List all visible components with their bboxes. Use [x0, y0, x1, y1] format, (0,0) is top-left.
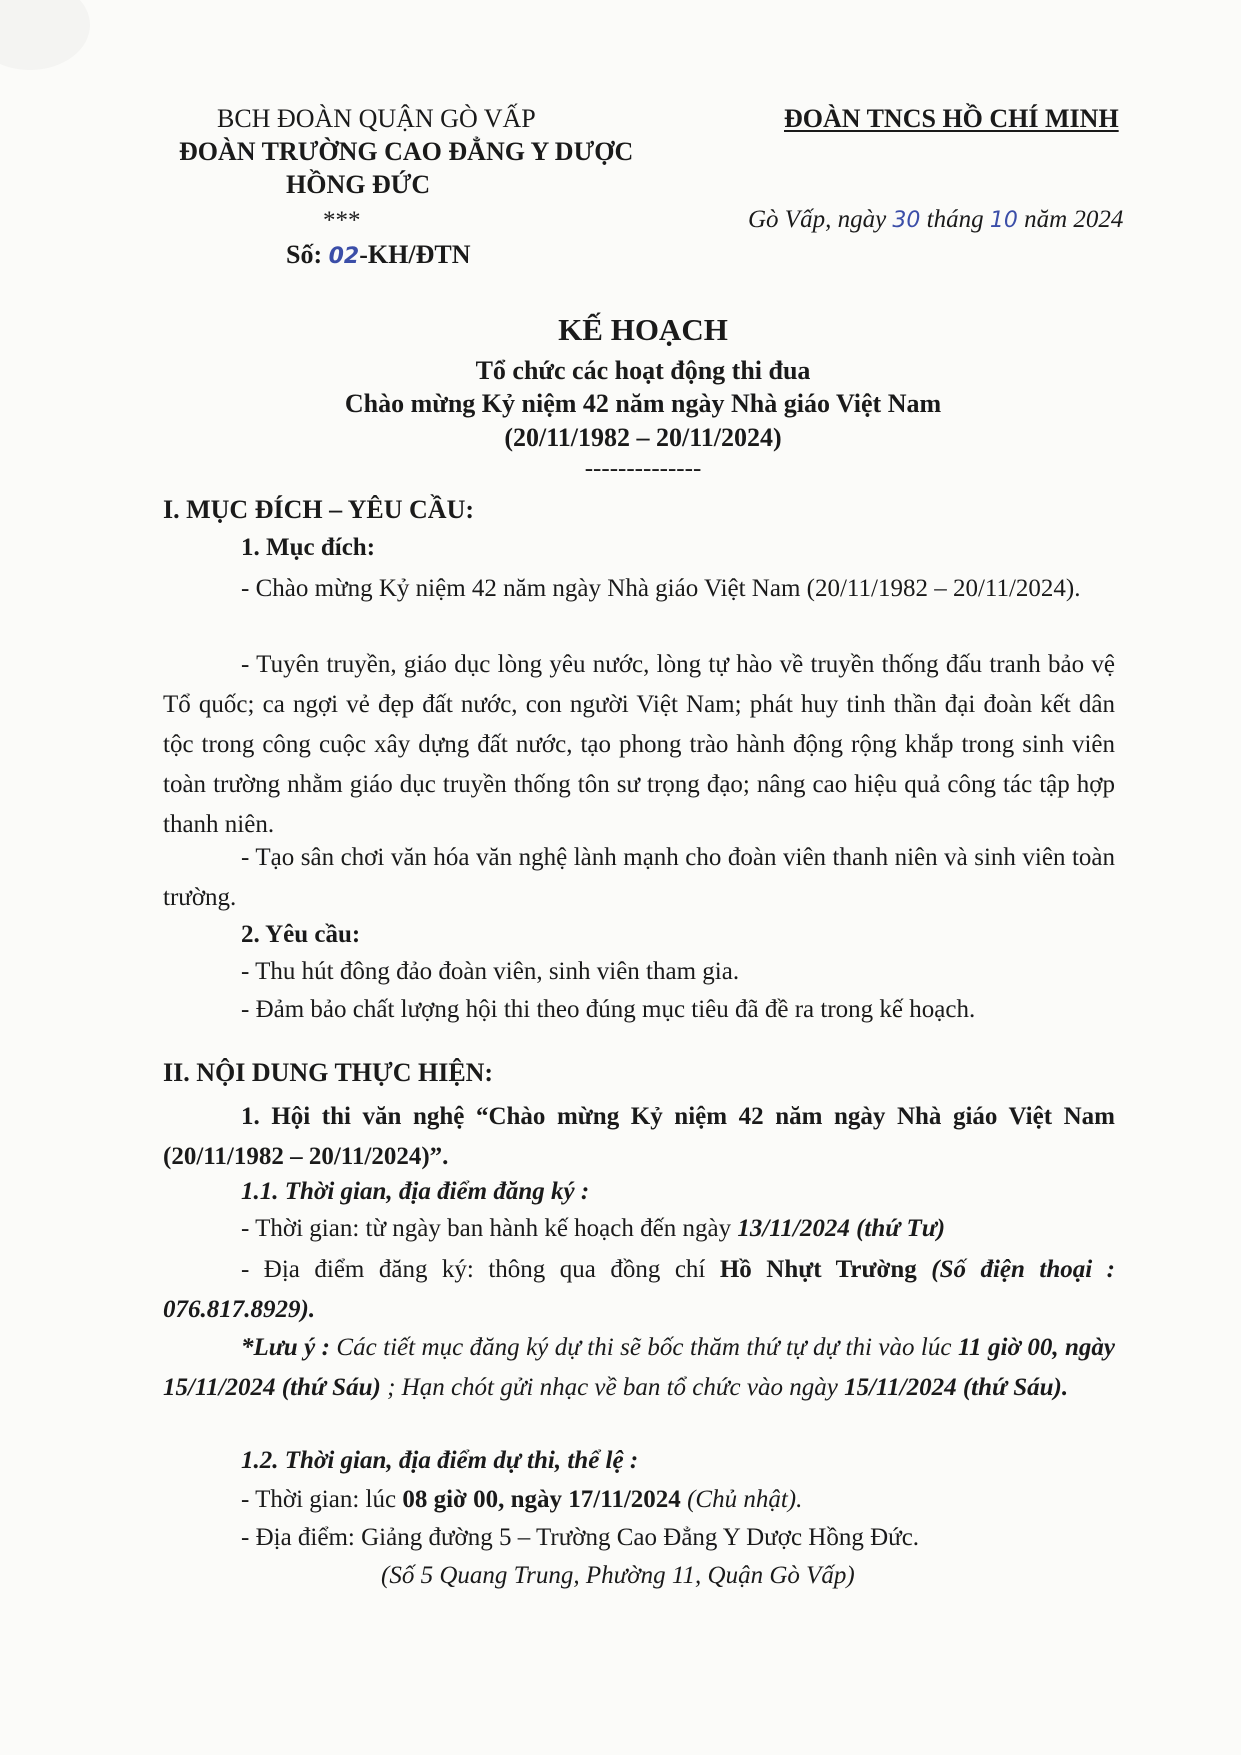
note-label: *Lưu ý : — [241, 1334, 330, 1361]
section-2-heading: II. NỘI DUNG THỰC HIỆN: — [163, 1058, 494, 1087]
event-time-label: - Thời gian: lúc — [241, 1486, 403, 1513]
registration-time — [241, 1215, 945, 1243]
contact-name: Hồ Nhựt Trường — [719, 1256, 917, 1283]
handwritten-month: 10 — [989, 208, 1018, 233]
registration-deadline: 13/11/2024 (thứ Tư) — [737, 1215, 946, 1242]
document-subtitle-3: (20/11/1982 – 20/11/2024) — [504, 423, 782, 452]
date-part: năm 2024 — [1017, 206, 1124, 233]
note-music-deadline: 15/11/2024 (thứ Sáu). — [844, 1374, 1069, 1401]
purpose-item-1: - Chào mừng Kỷ niệm 42 năm ngày Nhà giáo Việt Nam (20/11/1982 – 20/11/2024). — [241, 575, 1081, 602]
registration-time-label: - Thời gian: từ ngày ban hành kế hoạch đến ngày — [241, 1215, 738, 1242]
registration-heading: 1.1. Thời gian, địa điểm đăng ký : — [241, 1178, 590, 1205]
date-part: tháng — [920, 206, 990, 233]
header-school-name: HỒNG ĐỨC — [286, 170, 431, 199]
note-draw-time: 11 giờ 00, ngày 15/11/2024 (thứ Sáu) — [163, 1334, 1116, 1401]
header-school-union: ĐOÀN TRƯỜNG CAO ĐẲNG Y DƯỢC — [179, 137, 634, 166]
registration-place-label: - Địa điểm đăng ký: thông qua đồng chí — [241, 1256, 720, 1283]
contact-phone: (Số điện thoại : 076.817.8929). — [163, 1256, 1115, 1323]
document-subtitle-2: Chào mừng Kỷ niệm 42 năm ngày Nhà giáo Việt Nam — [344, 389, 942, 418]
purpose-heading: 1. Mục đích: — [241, 534, 376, 561]
event-time — [241, 1486, 802, 1514]
header-stars: *** — [323, 207, 361, 234]
document-number-suffix: -KH/ĐTN — [359, 240, 471, 269]
requirement-item-2: - Đảm bảo chất lượng hội thi theo đúng mục tiêu đã đề ra trong kế hoạch. — [241, 996, 976, 1023]
document-title: KẾ HOẠCH — [558, 312, 728, 347]
header-district-union: BCH ĐOÀN QUẬN GÒ VẤP — [217, 104, 536, 133]
purpose-item-3: - Tạo sân chơi văn hóa văn nghệ lành mạnh cho đoàn viên thanh niên và sinh viên toàn trường. — [163, 844, 1115, 911]
event-time-value: 08 giờ 00, ngày 17/11/2024 — [402, 1486, 681, 1513]
handwritten-number: 02 — [328, 244, 360, 269]
registration-place — [163, 1250, 1115, 1330]
requirement-heading: 2. Yêu cầu: — [241, 921, 361, 948]
contest-item-1: 1. Hội thi văn nghệ “Chào mừng Kỷ niệm 42 năm ngày Nhà giáo Việt Nam (20/11/1982 – 20/11/2024)”. — [163, 1103, 1115, 1170]
date-part: Gò Vấp, ngày — [748, 206, 893, 233]
requirement-item-1: - Thu hút đông đảo đoàn viên, sinh viên tham gia. — [241, 958, 740, 985]
scan-smudge — [0, 0, 90, 70]
event-day: (Chủ nhật). — [680, 1486, 803, 1513]
event-address: (Số 5 Quang Trung, Phường 11, Quận Gò Vấp) — [381, 1562, 855, 1589]
registration-note — [163, 1328, 1115, 1408]
note-text: Các tiết mục đăng ký dự thi sẽ bốc thăm thứ tự dự thi vào lúc — [329, 1334, 958, 1361]
purpose-item-2: - Tuyên truyền, giáo dục lòng yêu nước, lòng tự hào về truyền thống đấu tranh bảo vệ Tổ quốc; ca ngợi vẻ đẹp đất nước, con người Việt Nam; phát huy tinh thần đại đoàn kết dân tộc trong công cuộc xây dựng đất nước, tạo phong trào hành động rộng khắp trong sinh viên toàn trường nhằm giáo dục truyền thống tôn sư trọng đạo; nâng cao hiệu quả công tác tập hợp thanh niên. — [163, 651, 1115, 838]
note-text: ; Hạn chót gửi nhạc về ban tổ chức vào ngày — [380, 1374, 845, 1401]
document-subtitle-1: Tổ chức các hoạt động thi đua — [475, 356, 811, 385]
document-date — [748, 206, 1123, 234]
header-youth-union: ĐOÀN TNCS HỒ CHÍ MINH — [784, 104, 1119, 133]
section-1-heading: I. MỤC ĐÍCH – YÊU CẦU: — [163, 495, 475, 524]
handwritten-day: 30 — [892, 208, 921, 233]
event-place: - Địa điểm: Giảng đường 5 – Trường Cao Đẳng Y Dược Hồng Đức. — [241, 1524, 920, 1551]
title-divider: -------------- — [584, 455, 702, 482]
document-number — [286, 240, 470, 270]
document-number-prefix: Số: — [286, 240, 329, 269]
event-heading: 1.2. Thời gian, địa điểm dự thi, thể lệ : — [241, 1447, 639, 1474]
